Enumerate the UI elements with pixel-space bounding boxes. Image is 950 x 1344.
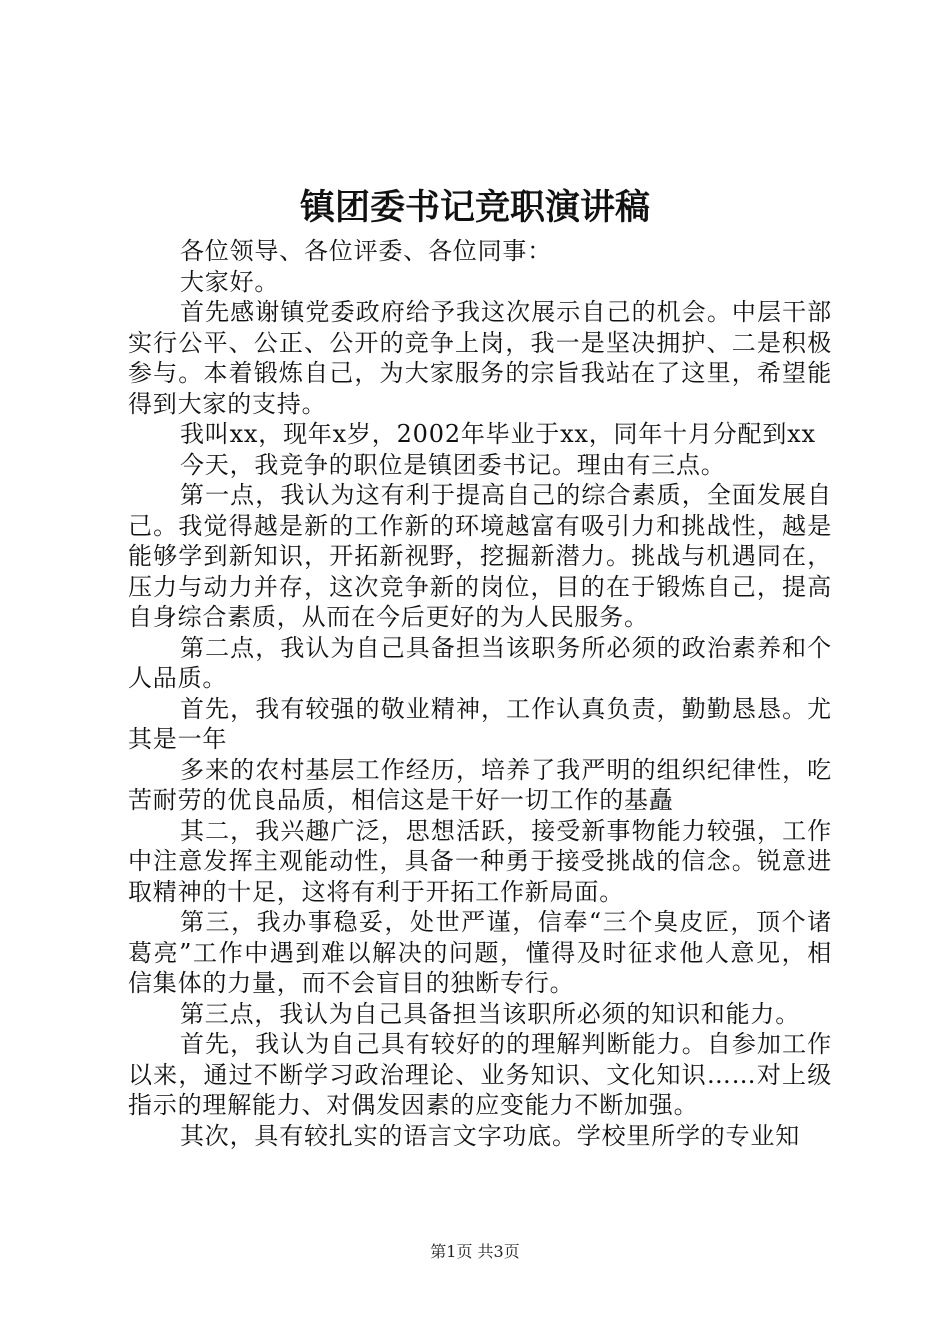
paragraph-point-three-second: 其次，具有较扎实的语言文字功底。学校里所学的专业知	[180, 1121, 800, 1150]
document-body	[128, 236, 832, 1151]
paragraph-point-two: 第二点，我认为自己具备担当该职务所必须的政治素养和个人品质。	[128, 633, 832, 692]
paragraph-point-three-first: 首先，我认为自己具有较好的的理解判断能力。自参加工作以来，通过不断学习政治理论、业务知识、文化知识……对上级指示的理解能力、对偶发因素的应变能力不断加强。	[128, 1030, 832, 1119]
paragraph-greeting: 大家好。	[180, 267, 280, 296]
paragraph-point-three: 第三点，我认为自己具备担当该职所必须的知识和能力。	[180, 999, 800, 1028]
document-title: 镇团委书记竞职演讲稿	[299, 187, 650, 228]
page-number-footer: 第1页 共3页	[430, 1242, 520, 1261]
paragraph-point-two-second: 其二，我兴趣广泛，思想活跃，接受新事物能力较强，工作中注意发挥主观能动性，具备一种勇于接受挑战的信念。锐意进取精神的十足，这将有利于开拓工作新局面。	[128, 816, 832, 906]
paragraph-point-two-third: 第三，我办事稳妥，处世严谨，信奉“三个臭皮匠，顶个诸葛亮”工作中遇到难以解决的问题，懂得及时征求他人意见，相信集体的力量，而不会盲目的独断专行。	[128, 908, 832, 997]
paragraph-point-one: 第一点，我认为这有利于提高自己的综合素质，全面发展自己。我觉得越是新的工作新的环境越富有吸引力和挑战性，越是能够学到新知识，开拓新视野，挖掘新潜力。挑战与机遇同在，压力与动力并存，这次竞争新的岗位，目的在于锻炼自己，提高自身综合素质，从而在今后更好的为人民服务。	[128, 481, 832, 631]
paragraph-introduction: 我叫xx，现年x岁，2002年毕业于xx，同年十月分配到xx	[180, 420, 816, 448]
paragraph-salutation: 各位领导、各位评委、各位同事：	[180, 237, 552, 265]
paragraph-point-two-first: 首先，我有较强的敬业精神，工作认真负责，勤勤恳恳。尤其是一年	[128, 694, 832, 753]
paragraph-opening: 首先感谢镇党委政府给予我这次展示自己的机会。中层干部实行公平、公正、公开的竞争上岗，我一是坚决拥护、二是积极参与。本着锻炼自己，为大家服务的宗旨我站在了这里，希望能得到大家的支持。	[128, 298, 832, 418]
paragraph-point-two-first-cont: 多来的农村基层工作经历，培养了我严明的组织纪律性，吃苦耐劳的优良品质，相信这是干好一切工作的基矗	[128, 755, 832, 814]
paragraph-position: 今天，我竞争的职位是镇团委书记。理由有三点。	[180, 450, 726, 479]
